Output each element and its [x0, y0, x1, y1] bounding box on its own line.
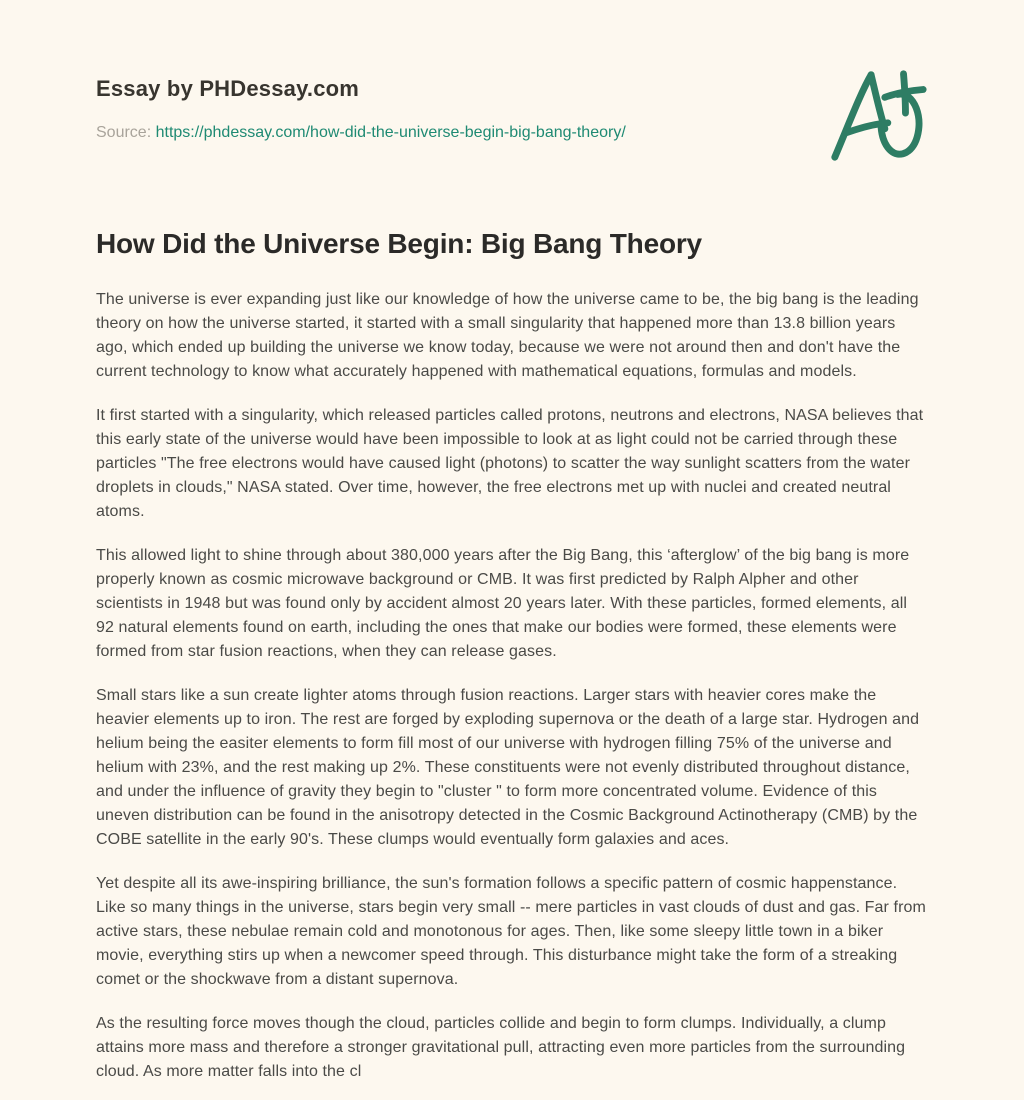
page-header	[96, 76, 928, 142]
essay-paragraph: Yet despite all its awe-inspiring brilliance, the sun's formation follows a specific pattern of cosmic happenstance. Like so many things in the universe, stars begin very small -- mere particles in vast clouds of dust and gas. Far from active stars, these nebulae remain cold and monotonous for ages. Then, like some sleepy little town in a biker movie, everything stirs up when a newcomer speed through. This disturbance might take the form of a streaking comet or the shockwave from a distant supernova.	[96, 875, 926, 988]
essay-paragraph: This allowed light to shine through about 380,000 years after the Big Bang, this ‘afterglow’ of the big bang is more properly known as cosmic microwave background or CMB. It was first predicted by Ralph Alpher and other scientists in 1948 but was found only by accident almost 20 years later. With these particles, formed elements, all 92 natural elements found on earth, including the ones that make our bodies were formed, these elements were formed from star fusion reactions, when they can release gases.	[96, 547, 910, 660]
site-title: Essay by PHDessay.com	[96, 76, 360, 101]
source-label: Source:	[96, 124, 152, 141]
essay-paragraph: As the resulting force moves though the cloud, particles collide and begin to form clumps. Individually, a clump attains more mass and therefore a stronger gravitational pull, attracting even more particles from the surrounding cloud. As more matter falls into the cl	[96, 1015, 906, 1080]
essay-body	[96, 288, 928, 1084]
source-url-link[interactable]: https://phdessay.com/how-did-the-universe-begin-big-bang-theory/	[155, 124, 626, 141]
source-line	[96, 124, 928, 142]
a-plus-logo-icon	[822, 62, 932, 170]
essay-paragraph: It first started with a singularity, which released particles called protons, neutrons and electrons, NASA believes that this early state of the universe would have been impossible to look at as light could not be carried through these particles "The free electrons would have caused light (photons) to scatter the way sunlight scatters from the water droplets in clouds," NASA stated. Over time, however, the free electrons met up with nuclei and created neutral atoms.	[96, 407, 924, 520]
essay-paragraph: Small stars like a sun create lighter atoms through fusion reactions. Larger stars with heavier cores make the heavier elements up to iron. The rest are forged by exploding supernova or the death of a large star. Hydrogen and helium being the easiter elements to form fill most of our universe with hydrogen filling 75% of the universe and helium with 23%, and the rest making up 2%. These constituents were not evenly distributed throughout distance, and under the influence of gravity they begin to "cluster " to form more concentrated volume. Evidence of this uneven distribution can be found in the anisotropy detected in the Cosmic Background Actinotherapy (CMB) by the COBE satellite in the early 90's. These clumps would eventually form galaxies and aces.	[96, 687, 920, 848]
essay-title: How Did the Universe Begin: Big Bang Theory	[96, 228, 702, 259]
essay-paragraph: The universe is ever expanding just like our knowledge of how the universe came to be, the big bang is the leading theory on how the universe started, it started with a small singularity that happened more than 13.8 billion years ago, which ended up building the universe we know today, because we were not around then and don't have the current technology to know what accurately happened with mathematical equations, formulas and models.	[96, 291, 919, 380]
